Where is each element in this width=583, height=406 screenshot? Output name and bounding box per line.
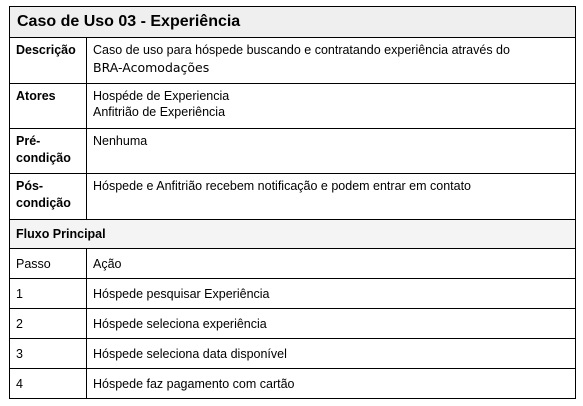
use-case-document (9, 6, 575, 399)
descricao-row (10, 38, 576, 84)
pos-condicao-label (10, 174, 87, 220)
fluxo-header-row (10, 249, 576, 279)
step-number: 3 (10, 339, 87, 369)
pre-condicao-row (10, 129, 576, 174)
pre-condicao-value: Nenhuma (87, 129, 576, 174)
pos-condicao-label-line1: Pós- (16, 179, 44, 193)
pos-condicao-value: Hóspede e Anfitrião recebem notificação e podem entrar em contato (87, 174, 576, 220)
fluxo-title: Fluxo Principal (10, 220, 576, 249)
table-row (10, 339, 576, 369)
col-acao-header: Ação (87, 249, 576, 279)
ator-2: Anfitrião de Experiência (93, 105, 226, 119)
col-passo-header: Passo (10, 249, 87, 279)
atores-value (87, 84, 576, 129)
step-action: Hóspede pesquisar Experiência (87, 279, 576, 309)
pre-condicao-label-line1: Pré- (16, 134, 41, 148)
step-action: Hóspede seleciona experiência (87, 309, 576, 339)
step-number: 4 (10, 369, 87, 399)
pos-condicao-row (10, 174, 576, 220)
atores-row (10, 84, 576, 129)
use-case-table (9, 6, 576, 399)
step-number: 1 (10, 279, 87, 309)
descricao-value (87, 38, 576, 84)
pre-condicao-label (10, 129, 87, 174)
ator-1: Hospéde de Experiencia (93, 89, 230, 103)
pre-condicao-label-line2: condição (16, 151, 71, 165)
descricao-label: Descrição (10, 38, 87, 84)
descricao-value-line1: Caso de uso para hóspede buscando e contratando experiência através do (93, 43, 510, 57)
title-row (10, 7, 576, 38)
descricao-value-line2: BRA-Acomodações (93, 60, 210, 75)
pos-condicao-label-line2: condição (16, 196, 71, 210)
fluxo-title-row (10, 220, 576, 249)
table-row (10, 369, 576, 399)
step-action: Hóspede faz pagamento com cartão (87, 369, 576, 399)
step-number: 2 (10, 309, 87, 339)
atores-label: Atores (10, 84, 87, 129)
table-row (10, 279, 576, 309)
use-case-title: Caso de Uso 03 - Experiência (10, 7, 576, 38)
step-action: Hóspede seleciona data disponível (87, 339, 576, 369)
table-row (10, 309, 576, 339)
